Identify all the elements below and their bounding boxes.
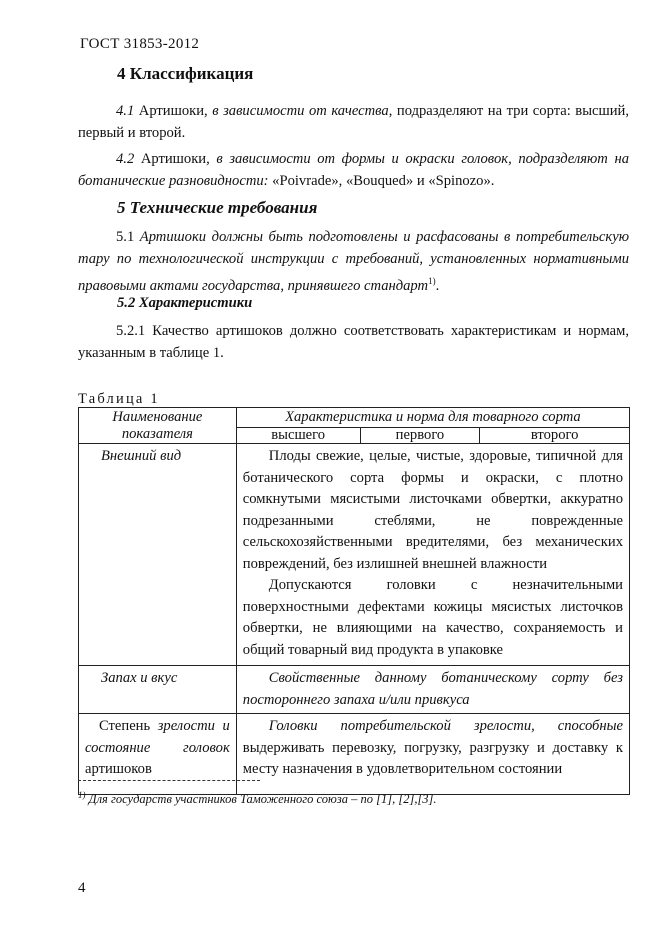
- text: «Poivrade», «Bouqued» и «Spinozo».: [272, 173, 495, 189]
- row-value-text: Допускаются головки с незначительными поверхностными дефектами кожицы мясистых листочков обвертки, не влияющими на качество, сохраняемость и общий товарный вид продукта в упаковке: [242, 577, 623, 658]
- footnote-ref: 1): [428, 276, 436, 286]
- table-row: [79, 666, 630, 714]
- clause-number: 5.1: [116, 229, 140, 245]
- section-5-title: 5 Технические требования: [117, 198, 318, 217]
- paragraph-5-1: [78, 226, 629, 297]
- text: Артишоки,: [134, 103, 213, 119]
- grade-header: первого: [360, 428, 480, 444]
- section-4-title: 4 Классификация: [117, 64, 254, 83]
- characteristics-table: [78, 407, 630, 795]
- grade-header: высшего: [236, 428, 360, 444]
- row-value: [236, 444, 629, 666]
- paragraph-4-2: [78, 148, 629, 192]
- row-value: [236, 666, 629, 714]
- row-value-text: Свойственные данному ботаническому сорту без постороннего запаха и/или привкуса: [242, 670, 623, 708]
- paragraph-5-2-1: [78, 320, 629, 364]
- footnote-mark: 1): [78, 790, 86, 800]
- text: 5.2.1 Качество артишоков должно соответствовать характеристикам и нормам, указанным в таблице 1.: [78, 323, 629, 361]
- row-value-text: [243, 716, 623, 781]
- table-header-row: [79, 408, 630, 428]
- text-italic: Внешний вид: [101, 448, 182, 464]
- text: , подразделяют на три сорта: высший, первый и второй.: [78, 103, 629, 141]
- table-row: [79, 714, 630, 795]
- footnote-text: Для государств участников Таможенного союза – по [1], [2],[3].: [85, 792, 437, 807]
- subsection-5-2-title: 5.2 Характеристики: [117, 295, 253, 311]
- table-row: [79, 444, 630, 666]
- page-number: 4: [78, 880, 86, 896]
- text: выдерживать перевозку, погрузку, разгрузку и доставку к месту назначения в удовлетворительном состоянии: [242, 739, 623, 777]
- text-italic: , в зависимости от формы и окраски головок, подразделяют на ботанические разновидности:: [78, 151, 629, 189]
- row-value: [236, 714, 629, 795]
- text-italic: в зависимости от качества: [212, 103, 389, 119]
- paragraph-4-1: [78, 100, 629, 144]
- text: артишоков: [85, 761, 152, 777]
- col-header-group: Характеристика и норма для товарного сорта: [236, 408, 629, 428]
- row-name: [79, 444, 237, 666]
- text-italic: Артишоки должны быть подготовлены и расфасованы в потребительскую тару по технологической инструкции с требований, установленных нормативными правовыми актами государства, принявшего стандарт: [78, 229, 630, 294]
- grade-header: второго: [480, 428, 630, 444]
- text: Степень: [99, 718, 158, 734]
- clause-number: 4.2: [116, 151, 135, 167]
- clause-number: 4.1: [116, 103, 135, 119]
- row-value-text: Плоды свежие, целые, чистые, здоровые, типичной для ботанического сорта формы и окраски, с плотно сомкнутыми мясистыми листочками обвертки, аккуратно подрезанными стеблями, не поврежденные сельскохозяйственными вредителями, без механических повреждений, без излишней внешней влажности: [242, 448, 623, 572]
- document-header: ГОСТ 31853-2012: [80, 36, 200, 52]
- col-header-indicator: Наименование показателя: [79, 408, 237, 444]
- text: Артишоки: [134, 151, 207, 167]
- text-italic: зрелости и состояние головок: [85, 718, 230, 756]
- footnote: [78, 790, 437, 807]
- row-name: [79, 714, 237, 795]
- text: .: [435, 277, 440, 294]
- footnote-separator: [78, 780, 260, 781]
- text-italic: Запах и вкус: [101, 670, 178, 686]
- table-caption: Таблица 1: [78, 391, 160, 407]
- text-italic: Головки потребительской зрелости, способные: [268, 718, 623, 734]
- row-name: [79, 666, 237, 714]
